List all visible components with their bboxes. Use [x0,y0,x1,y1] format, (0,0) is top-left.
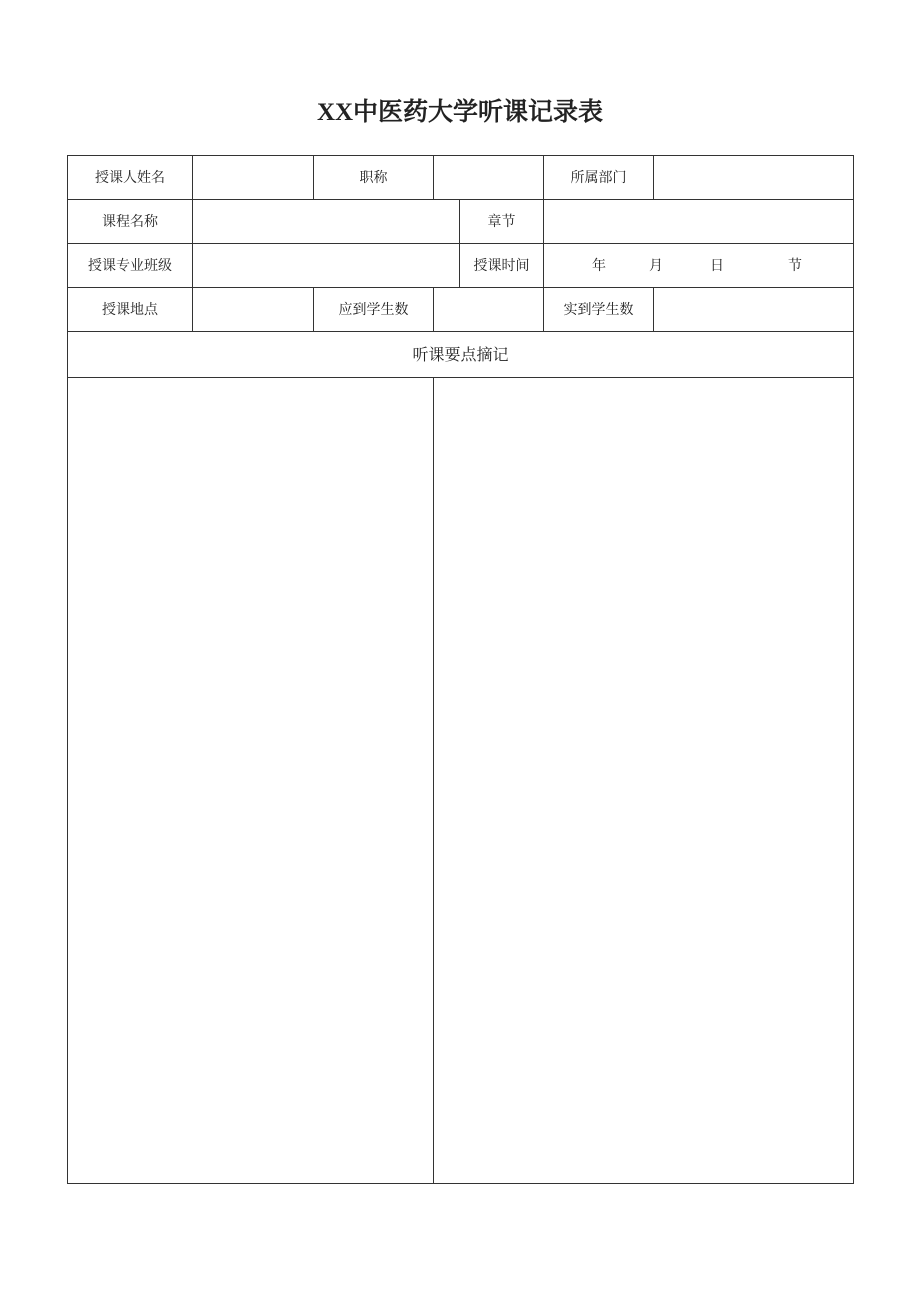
course-name-label: 课程名称 [68,200,193,244]
notes-row [68,378,854,1184]
class-time-row [68,244,854,288]
department-label: 所属部门 [544,156,654,200]
title-field[interactable] [434,156,544,200]
title-label: 职称 [314,156,434,200]
title-text: 中医药大学听课记录表 [353,97,604,126]
chapter-label: 章节 [460,200,544,244]
page-title [0,92,920,133]
month-unit: 月 [649,258,663,274]
day-unit: 日 [710,258,724,274]
class-field[interactable] [193,244,460,288]
notes-right-area[interactable] [434,378,854,1184]
course-name-field[interactable] [193,200,460,244]
department-field[interactable] [654,156,854,200]
teacher-name-label: 授课人姓名 [68,156,193,200]
expected-students-label: 应到学生数 [314,288,434,332]
actual-students-field[interactable] [654,288,854,332]
notes-left-area[interactable] [68,378,434,1184]
title-prefix: XX [316,99,354,126]
course-info-row [68,200,854,244]
period-unit: 节 [788,258,802,274]
teacher-name-field[interactable] [193,156,314,200]
teacher-info-row [68,156,854,200]
expected-students-field[interactable] [434,288,544,332]
chapter-field[interactable] [544,200,854,244]
observation-record-table [67,155,854,1184]
year-unit: 年 [592,258,606,274]
time-label: 授课时间 [460,244,544,288]
location-label: 授课地点 [68,288,193,332]
actual-students-label: 实到学生数 [544,288,654,332]
notes-header-row [68,332,854,378]
class-label: 授课专业班级 [68,244,193,288]
location-attendance-row [68,288,854,332]
time-field[interactable] [544,244,854,288]
notes-header: 听课要点摘记 [68,332,854,378]
location-field[interactable] [193,288,314,332]
